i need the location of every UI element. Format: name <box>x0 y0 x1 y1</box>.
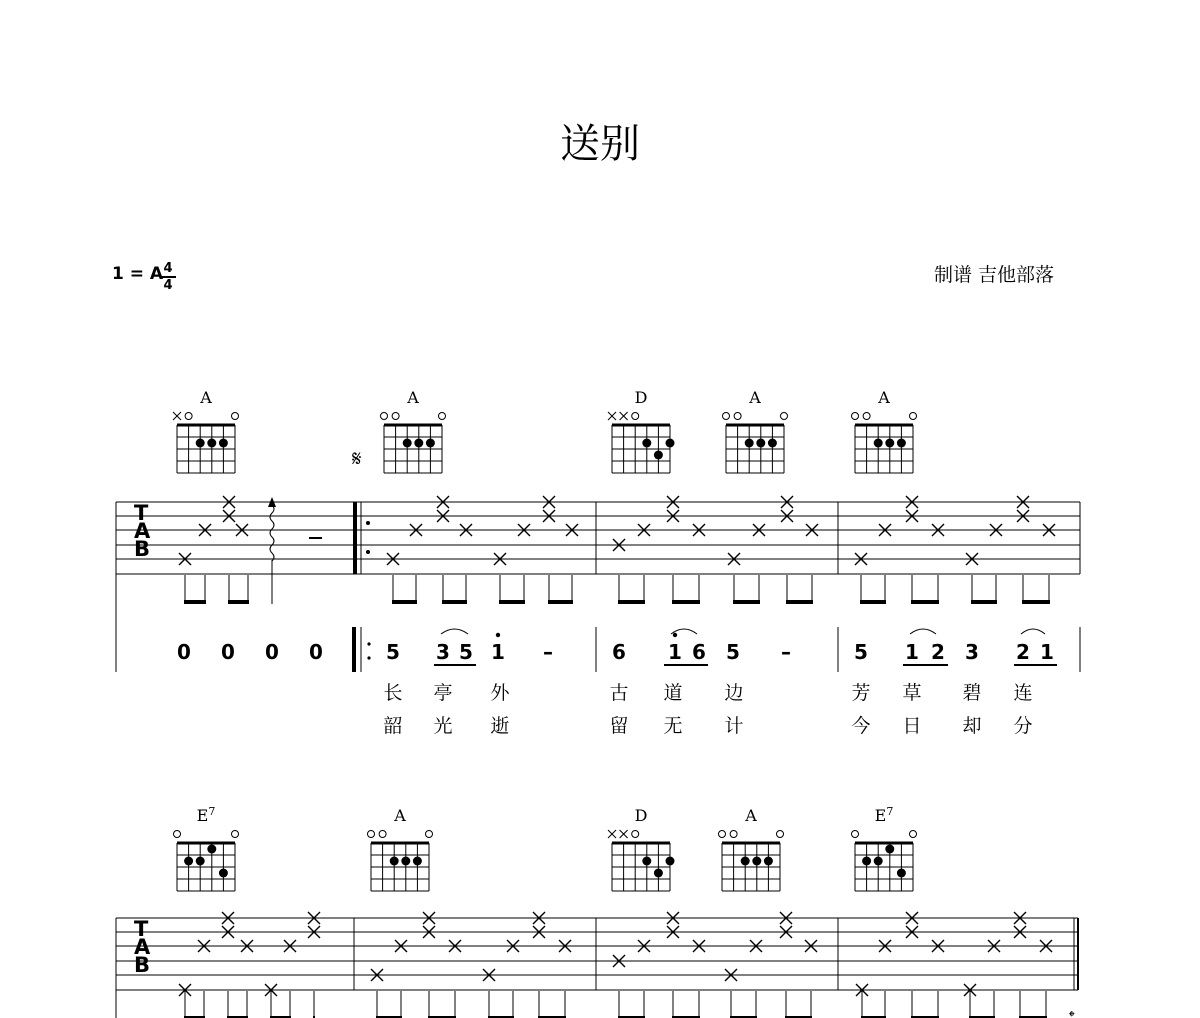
finger-dot <box>401 857 410 866</box>
chord-diagram <box>723 388 788 473</box>
octave-dot <box>673 633 677 637</box>
lyric-char: 碧 <box>962 682 982 704</box>
chord-name: A <box>394 806 406 825</box>
finger-dot <box>207 439 216 448</box>
jianpu-note: 3 <box>965 640 979 664</box>
finger-dot <box>768 439 777 448</box>
finger-dot <box>413 857 422 866</box>
slur <box>441 629 468 634</box>
tab-clef-letter: A <box>134 935 151 959</box>
finger-dot <box>642 857 651 866</box>
open-string-marker <box>232 831 239 838</box>
finger-dot <box>219 439 228 448</box>
finger-dot <box>403 439 412 448</box>
finger-dot <box>414 439 423 448</box>
lyric-char: 分 <box>1013 715 1033 737</box>
open-string-marker <box>730 831 737 838</box>
coda-sign: 𝄌 <box>1069 1007 1075 1018</box>
jianpu-note: – <box>543 640 553 664</box>
lyric-char: 光 <box>433 715 453 737</box>
chord-diagram <box>381 388 446 473</box>
chord-diagram <box>608 806 675 891</box>
jianpu-note: 0 <box>177 640 191 664</box>
jianpu-note: 1 <box>491 640 505 664</box>
jianpu-note: 3 <box>436 640 450 664</box>
finger-dot <box>874 439 883 448</box>
jianpu-note: 5 <box>386 640 400 664</box>
finger-dot <box>745 439 754 448</box>
finger-dot <box>885 845 894 854</box>
chord-diagram <box>852 388 917 473</box>
open-string-marker <box>852 831 859 838</box>
finger-dot <box>756 439 765 448</box>
open-string-marker <box>910 413 917 420</box>
lyric-char: 连 <box>1013 682 1033 704</box>
open-string-marker <box>632 831 639 838</box>
lyric-char: 今 <box>851 715 871 737</box>
open-string-marker <box>852 413 859 420</box>
jianpu-note: 0 <box>309 640 323 664</box>
finger-dot <box>862 857 871 866</box>
open-string-marker <box>777 831 784 838</box>
finger-dot <box>874 857 883 866</box>
octave-dot <box>496 633 500 637</box>
chord-diagram <box>852 805 917 891</box>
open-string-marker <box>392 413 399 420</box>
jianpu-note: 6 <box>612 640 626 664</box>
open-string-marker <box>910 831 917 838</box>
jianpu-note: 5 <box>726 640 740 664</box>
open-string-marker <box>863 413 870 420</box>
finger-dot <box>426 439 435 448</box>
finger-dot <box>207 845 216 854</box>
lyric-char: 道 <box>663 682 683 704</box>
lyric-char: 无 <box>663 715 683 737</box>
tab-staff-2 <box>116 918 1078 1018</box>
chord-name: D <box>634 388 648 407</box>
finger-dot <box>764 857 773 866</box>
chord-name: D <box>634 806 648 825</box>
page-title: 送别 <box>560 121 640 167</box>
jianpu-note: 5 <box>459 640 473 664</box>
finger-dot <box>666 439 675 448</box>
lyric-char: 日 <box>902 715 922 737</box>
tab-clef-letter: B <box>134 953 151 977</box>
open-string-marker <box>719 831 726 838</box>
segno-sign: 𝄋 <box>352 447 362 472</box>
finger-dot <box>741 857 750 866</box>
finger-dot <box>897 439 906 448</box>
chord-diagram <box>608 388 675 473</box>
open-string-marker <box>368 831 375 838</box>
lyric-char: 长 <box>383 682 403 704</box>
jianpu-line <box>177 629 1057 665</box>
time-signature-bottom: 4 <box>163 278 173 293</box>
lyric-char: 古 <box>609 682 629 704</box>
open-string-marker <box>185 413 192 420</box>
repeat-dot <box>367 642 370 645</box>
chord-name: A <box>200 388 212 407</box>
key-signature: 1 = A <box>112 264 164 284</box>
finger-dot <box>184 857 193 866</box>
finger-dot <box>654 451 663 460</box>
repeat-dot <box>367 656 370 659</box>
jianpu-note: 6 <box>692 640 706 664</box>
chord-name: $E^7$ <box>196 805 216 825</box>
chord-diagram <box>173 388 239 473</box>
finger-dot <box>666 857 675 866</box>
open-string-marker <box>379 831 386 838</box>
lyric-char: 留 <box>609 715 629 737</box>
open-string-marker <box>232 413 239 420</box>
jianpu-note: 1 <box>1040 640 1054 664</box>
finger-dot <box>642 439 651 448</box>
finger-dot <box>196 857 205 866</box>
lyric-char: 逝 <box>490 715 510 737</box>
open-string-marker <box>439 413 446 420</box>
repeat-start-sign <box>353 502 370 574</box>
chord-name: A <box>407 388 419 407</box>
jianpu-note: – <box>781 640 791 664</box>
slur <box>910 629 936 634</box>
lyric-char: 韶 <box>383 715 403 737</box>
lyric-char: 草 <box>902 682 922 704</box>
open-string-marker <box>781 413 788 420</box>
finger-dot <box>885 439 894 448</box>
finger-dot <box>654 869 663 878</box>
finger-dot <box>897 869 906 878</box>
tab-clef-letter: A <box>134 519 151 543</box>
tab-notes <box>179 912 1052 1018</box>
jianpu-note: 1 <box>668 640 682 664</box>
chord-name: $E^7$ <box>874 805 894 825</box>
jianpu-note: 2 <box>931 640 945 664</box>
chord-diagram <box>719 806 784 891</box>
tab-notes <box>179 496 1055 604</box>
slur <box>1021 629 1045 634</box>
chord-superscript: 7 <box>886 805 894 818</box>
open-string-marker <box>174 831 181 838</box>
finger-dot <box>219 869 228 878</box>
lyrics <box>383 682 1032 737</box>
open-string-marker <box>381 413 388 420</box>
jianpu-note: 0 <box>221 640 235 664</box>
jianpu-note: 2 <box>1016 640 1030 664</box>
chord-diagram <box>368 806 433 891</box>
tab-clef <box>134 917 151 977</box>
tab-clef-letter: T <box>134 501 149 525</box>
open-string-marker <box>734 413 741 420</box>
chord-name: A <box>749 388 761 407</box>
finger-dot <box>196 439 205 448</box>
lyric-char: 外 <box>490 682 510 704</box>
tab-clef <box>134 501 151 561</box>
jianpu-note: 0 <box>265 640 279 664</box>
open-string-marker <box>426 831 433 838</box>
lyric-char: 芳 <box>851 682 871 704</box>
lyric-char: 计 <box>724 715 744 737</box>
lyric-char: 却 <box>962 715 982 737</box>
jianpu-note: 1 <box>905 640 919 664</box>
lyric-char: 亭 <box>433 682 453 704</box>
jianpu-note: 5 <box>854 640 868 664</box>
chord-superscript: 7 <box>208 805 216 818</box>
tab-clef-letter: B <box>134 537 151 561</box>
chord-diagram <box>174 805 239 891</box>
finger-dot <box>752 857 761 866</box>
open-string-marker <box>632 413 639 420</box>
tab-clef-letter: T <box>134 917 149 941</box>
open-string-marker <box>723 413 730 420</box>
arpeggio-mark <box>268 497 276 604</box>
finger-dot <box>390 857 399 866</box>
arranger-credit: 制谱 吉他部落 <box>934 264 1055 286</box>
chord-name: A <box>745 806 757 825</box>
time-signature-top: 4 <box>163 261 173 276</box>
lyric-char: 边 <box>724 682 744 704</box>
chord-name: A <box>878 388 890 407</box>
